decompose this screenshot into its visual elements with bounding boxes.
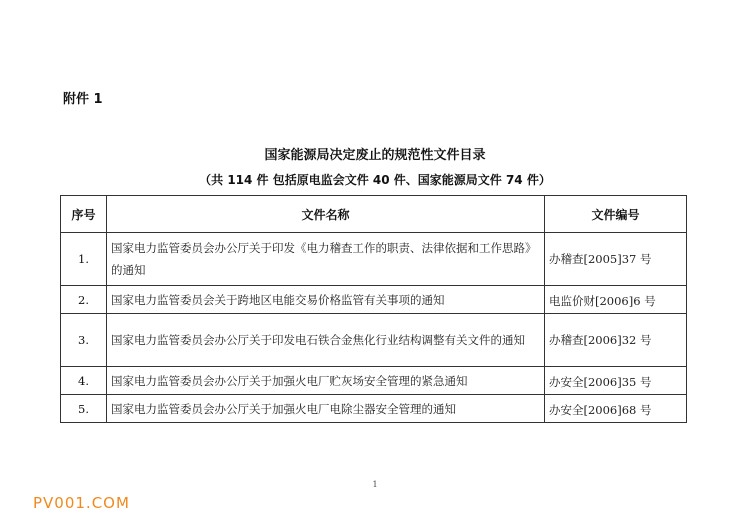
row-code: 办安全[2006]35 号 xyxy=(545,367,687,395)
row-num: 4. xyxy=(61,367,107,395)
table-row xyxy=(61,286,687,314)
table-row xyxy=(61,233,687,286)
header-code: 文件编号 xyxy=(545,196,687,233)
document-subtitle: （共 114 件 包括原电监会文件 40 件、国家能源局文件 74 件） xyxy=(199,173,551,187)
row-name: 国家电力监管委员会关于跨地区电能交易价格监管有关事项的通知 xyxy=(107,286,545,314)
watermark-logo: PV001.COM xyxy=(33,494,130,512)
header-num: 序号 xyxy=(61,196,107,233)
row-name: 国家电力监管委员会办公厅关于印发电石铁合金焦化行业结构调整有关文件的通知 xyxy=(107,314,545,367)
table-row xyxy=(61,314,687,367)
row-num: 3. xyxy=(61,314,107,367)
header-name: 文件名称 xyxy=(107,196,545,233)
row-code: 办稽查[2006]32 号 xyxy=(545,314,687,367)
document-title: 国家能源局决定废止的规范性文件目录 xyxy=(264,148,486,163)
row-name: 国家电力监管委员会办公厅关于加强火电厂电除尘器安全管理的通知 xyxy=(107,395,545,423)
row-name: 国家电力监管委员会办公厅关于印发《电力稽查工作的职责、法律依据和工作思路》的通知 xyxy=(107,233,545,286)
table-header-row xyxy=(61,196,687,233)
row-code: 办稽查[2005]37 号 xyxy=(545,233,687,286)
row-num: 2. xyxy=(61,286,107,314)
table-row xyxy=(61,395,687,423)
table-row xyxy=(61,367,687,395)
attachment-label: 附件 1 xyxy=(63,92,103,107)
row-name: 国家电力监管委员会办公厅关于加强火电厂贮灰场安全管理的紧急通知 xyxy=(107,367,545,395)
page-number: 1 xyxy=(372,480,378,489)
row-num: 1. xyxy=(61,233,107,286)
catalog-table xyxy=(60,195,687,423)
row-code: 电监价财[2006]6 号 xyxy=(545,286,687,314)
row-code: 办安全[2006]68 号 xyxy=(545,395,687,423)
row-num: 5. xyxy=(61,395,107,423)
